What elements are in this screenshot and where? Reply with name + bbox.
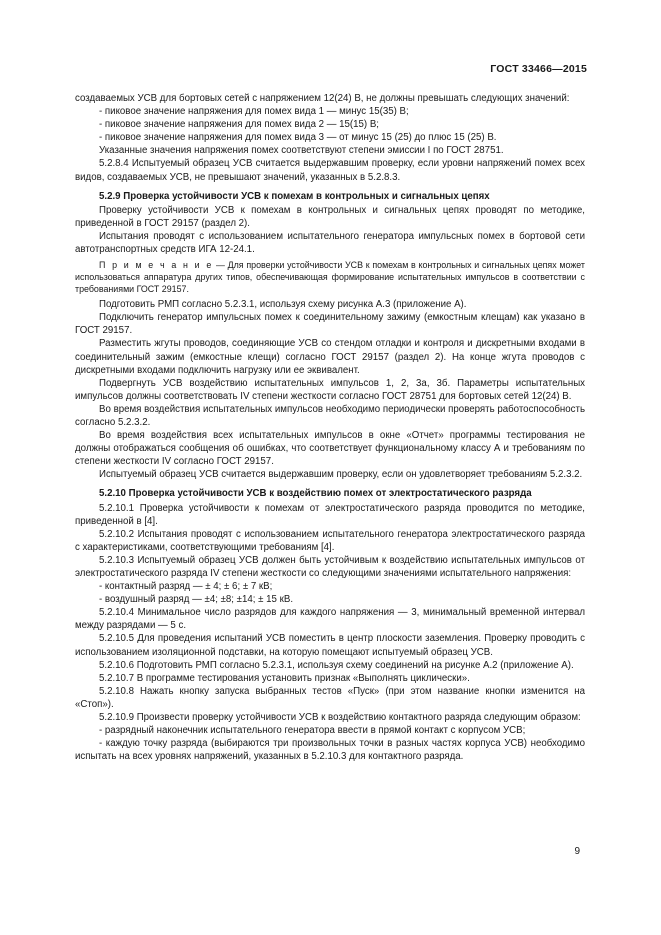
page-content: [75, 92, 585, 763]
list-item: - каждую точку разряда (выбираются три произвольных точки в разных частях корпуса УСВ) необходимо испытать на всех уровнях напряжений, указанных в 5.2.10.3 для контактного разряда.: [75, 738, 585, 763]
note-text: — Для проверки устойчивости УСВ к помехам в контрольных и сигнальных цепях может использоваться аппаратура других типов, обеспечивающая формирование испытательных импульсов в соответствии с требованиями ГОСТ 29157.: [75, 260, 585, 295]
list-item: - воздушный разряд — ±4; ±8; ±14; ± 15 кВ.: [99, 594, 294, 606]
paragraph: Испытания проводят с использованием испытательного генератора импульсных помех в бортовой сети автотранспортных средств ИГА 12-24.1.: [75, 230, 585, 256]
page-number: 9: [574, 846, 580, 857]
note: [75, 259, 585, 295]
paragraph: 5.2.10.4 Минимальное число разрядов для каждого напряжения — 3, минимальный временной интервал между разрядами — 5 с.: [75, 607, 585, 632]
paragraph: 5.2.10.8 Нажать кнопку запуска выбранных тестов «Пуск» (при этом название кнопки изменится на «Стоп»).: [75, 685, 585, 710]
paragraph: создаваемых УСВ для бортовых сетей с напряжением 12(24) В, не должны превышать следующих значений:: [75, 93, 570, 104]
paragraph: 5.2.10.1 Проверка устойчивости к помехам от электростатического разряда проводится по методике, приведенной в [4].: [75, 502, 585, 527]
paragraph: 5.2.10.9 Произвести проверку устойчивости УСВ к воздействию контактного разряда следующим образом:: [99, 712, 581, 724]
paragraph: Во время воздействия испытательных импульсов необходимо периодически проверять работоспособность согласно 5.2.3.2.: [75, 403, 585, 428]
paragraph: 5.2.10.7 В программе тестирования установить признак «Выполнять циклически».: [99, 672, 470, 684]
paragraph: Подключить генератор импульсных помех к соединительному зажиму (емкостным клещам) как указано в ГОСТ 29157.: [75, 312, 585, 337]
section-heading: 5.2.9 Проверка устойчивости УСВ к помехам в контрольных и сигнальных цепях: [99, 190, 490, 202]
list-item: - пиковое значение напряжения для помех вида 1 — минус 15(35) В;: [99, 106, 409, 118]
paragraph: Указанные значения напряжения помех соответствуют степени эмиссии I по ГОСТ 28751.: [99, 145, 504, 157]
paragraph: Разместить жгуты проводов, соединяющие УСВ со стендом отладки и контроля и дискретными входами в соединительный зажим (емкостные клещи) согласно ГОСТ 29157 (раздел 2). На конце жгута проводов с дискретными входами подключить нагрузку или ее эквивалент.: [75, 338, 585, 376]
paragraph: Подготовить РМП согласно 5.2.3.1, используя схему рисунка А.3 (приложение А).: [99, 299, 467, 311]
list-item: - пиковое значение напряжения для помех вида 3 — от минус 15 (25) до плюс 15 (25) В.: [99, 132, 497, 144]
paragraph: Во время воздействия всех испытательных импульсов в окне «Отчет» программы тестирования не должны отображаться сообщения об ошибках, что соответствует функциональному классу А и требованиям по степени жесткости IV согласно ГОСТ 29157.: [75, 430, 585, 468]
list-item: - контактный разряд — ± 4; ± 6; ± 7 кВ;: [99, 581, 273, 593]
list-item: - разрядный наконечник испытательного генератора ввести в прямой контакт с корпусом УСВ;: [99, 725, 526, 737]
note-label: П р и м е ч а н и е: [99, 260, 214, 271]
document-header: ГОСТ 33466—2015: [490, 63, 587, 75]
paragraph: 5.2.10.3 Испытуемый образец УСВ должен быть устойчивым к воздействию испытательных импульсов от электростатического разряда IV степени жесткости со следующими значениями испытательного напряжения:: [75, 554, 585, 579]
section-heading: 5.2.10 Проверка устойчивости УСВ к воздействию помех от электростатического разряда: [99, 488, 532, 500]
list-item: - пиковое значение напряжения для помех вида 2 — 15(15) В;: [99, 119, 379, 131]
paragraph: 5.2.10.2 Испытания проводят с использованием испытательного генератора электростатического разряда с характеристиками, соответствующими требованиям [4].: [75, 528, 585, 553]
paragraph: 5.2.10.5 Для проведения испытаний УСВ поместить в центр плоскости заземления. Проверку проводить с использованием изоляционной подставки, на которую помещают испытуемый образец УСВ.: [75, 633, 585, 658]
paragraph: Подвергнуть УСВ воздействию испытательных импульсов 1, 2, 3а, 3б. Параметры испытательных импульсов должны соответствовать IV степени жесткости согласно ГОСТ 28751 для бортовых сетей 12(24) В.: [75, 377, 585, 402]
paragraph: 5.2.8.4 Испытуемый образец УСВ считается выдержавшим проверку, если уровни напряжений помех всех видов, создаваемых УСВ, не превышают значений, указанных в 5.2.8.3.: [75, 158, 585, 183]
paragraph: 5.2.10.6 Подготовить РМП согласно 5.2.3.1, используя схему соединений на рисунке А.2 (приложение А).: [99, 659, 574, 671]
paragraph: Проверку устойчивости УСВ к помехам в контрольных и сигнальных цепях проводят по методике, приведенной в ГОСТ 29157 (раздел 2).: [75, 204, 585, 229]
paragraph: Испытуемый образец УСВ считается выдержавшим проверку, если он удовлетворяет требованиям 5.2.3.2.: [99, 469, 583, 481]
